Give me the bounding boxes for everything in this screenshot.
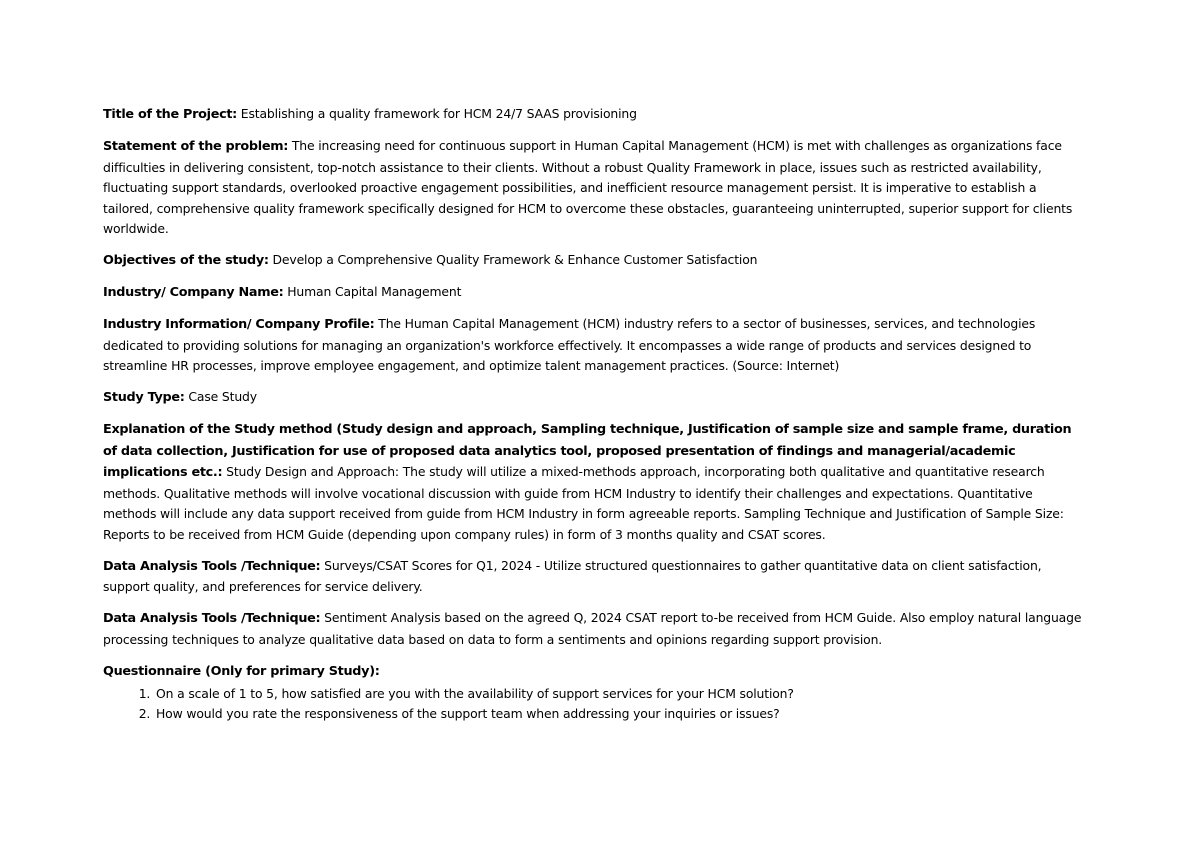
document-page: [103, 104, 1088, 724]
section-text: Surveys/CSAT Scores for Q1, 2024 - Utilize structured questionnaires to gather quantitative data on client satisfaction, support quality, and preferences for service delivery.: [103, 557, 1042, 594]
section-label: Data Analysis Tools /Technique:: [103, 558, 321, 574]
analysis-tools-section-1: [103, 556, 1088, 598]
section-text: Study Design and Approach: The study will utilize a mixed-methods approach, incorporating both qualitative and quantitative research methods. Qualitative methods will involve vocational discussion with guide from HCM Industry to identify their challenges and expectations. Quantitative methods will include any data support received from guide from HCM Industry in form agreeable reports. Sampling Technique and Justification of Sample Size: Reports to be received from HCM Guide (depending upon company rules) in form of 3 months quality and CSAT scores.: [103, 464, 1064, 542]
section-text: Human Capital Management: [283, 284, 462, 299]
company-name-section: [103, 282, 1088, 304]
list-item: 1. On a scale of 1 to 5, how satisfied are you with the availability of support services for your HCM solution?: [154, 684, 1088, 704]
list-item: 2. How would you rate the responsiveness of the support team when addressing your inquiries or issues?: [154, 704, 1088, 724]
objectives-section: [103, 250, 1088, 272]
section-text: Case Study: [184, 389, 257, 404]
project-title-section: [103, 104, 1088, 126]
company-profile-section: [103, 314, 1088, 377]
section-label: Objectives of the study:: [103, 253, 269, 268]
study-method-section: [103, 419, 1088, 545]
analysis-tools-section-2: [103, 608, 1088, 650]
study-type-section: [103, 387, 1088, 409]
section-text: The increasing need for continuous support in Human Capital Management (HCM) is met with challenges as organizations face difficulties in delivering consistent, top-notch assistance to their clients. Without a robust Quality Framework in place, issues such as restricted availability, fluctuating support standards, overlooked proactive engagement possibilities, and inefficient resource management persist. It is imperative to establish a tailored, comprehensive quality framework specifically designed for HCM to overcome these obstacles, guaranteeing uninterrupted, superior support for clients worldwide.: [103, 138, 1073, 236]
questionnaire-list: [103, 684, 1088, 724]
section-text: The Human Capital Management (HCM) industry refers to a sector of businesses, services, and technologies dedicated to providing solutions for managing an organization's workforce effectively. It encompasses a wide range of products and services designed to streamline HR processes, improve employee engagement, and optimize talent management practices. (Source: Internet): [103, 316, 1036, 373]
section-label: Data Analysis Tools /Technique:: [103, 611, 321, 626]
section-text: Establishing a quality framework for HCM 24/7 SAAS provisioning: [237, 106, 637, 121]
section-label: Title of the Project:: [103, 107, 237, 122]
section-label: Industry/ Company Name:: [103, 285, 284, 300]
section-text: Develop a Comprehensive Quality Framework & Enhance Customer Satisfaction: [268, 252, 758, 267]
section-text: Sentiment Analysis based on the agreed Q, 2024 CSAT report to-be received from HCM Guide. Also employ natural language processing techniques to analyze qualitative data based on data to form a sentiments and opinions regarding support provision.: [103, 610, 1082, 647]
section-label: Industry Information/ Company Profile:: [103, 317, 375, 332]
section-label: Study Type:: [103, 390, 185, 405]
problem-statement-section: [103, 136, 1088, 240]
questionnaire-heading-label: Questionnaire (Only for primary Study):: [103, 663, 380, 679]
section-label: Explanation of the Study method (Study design and approach, Sampling technique, Justification of sample size and sample frame, duration of data collection, Justification for use of proposed data analytics tool, proposed presentation of findings and managerial/academic implications etc.:: [103, 422, 1072, 480]
section-label: Statement of the problem:: [103, 139, 289, 154]
questionnaire-heading: [103, 661, 1088, 683]
